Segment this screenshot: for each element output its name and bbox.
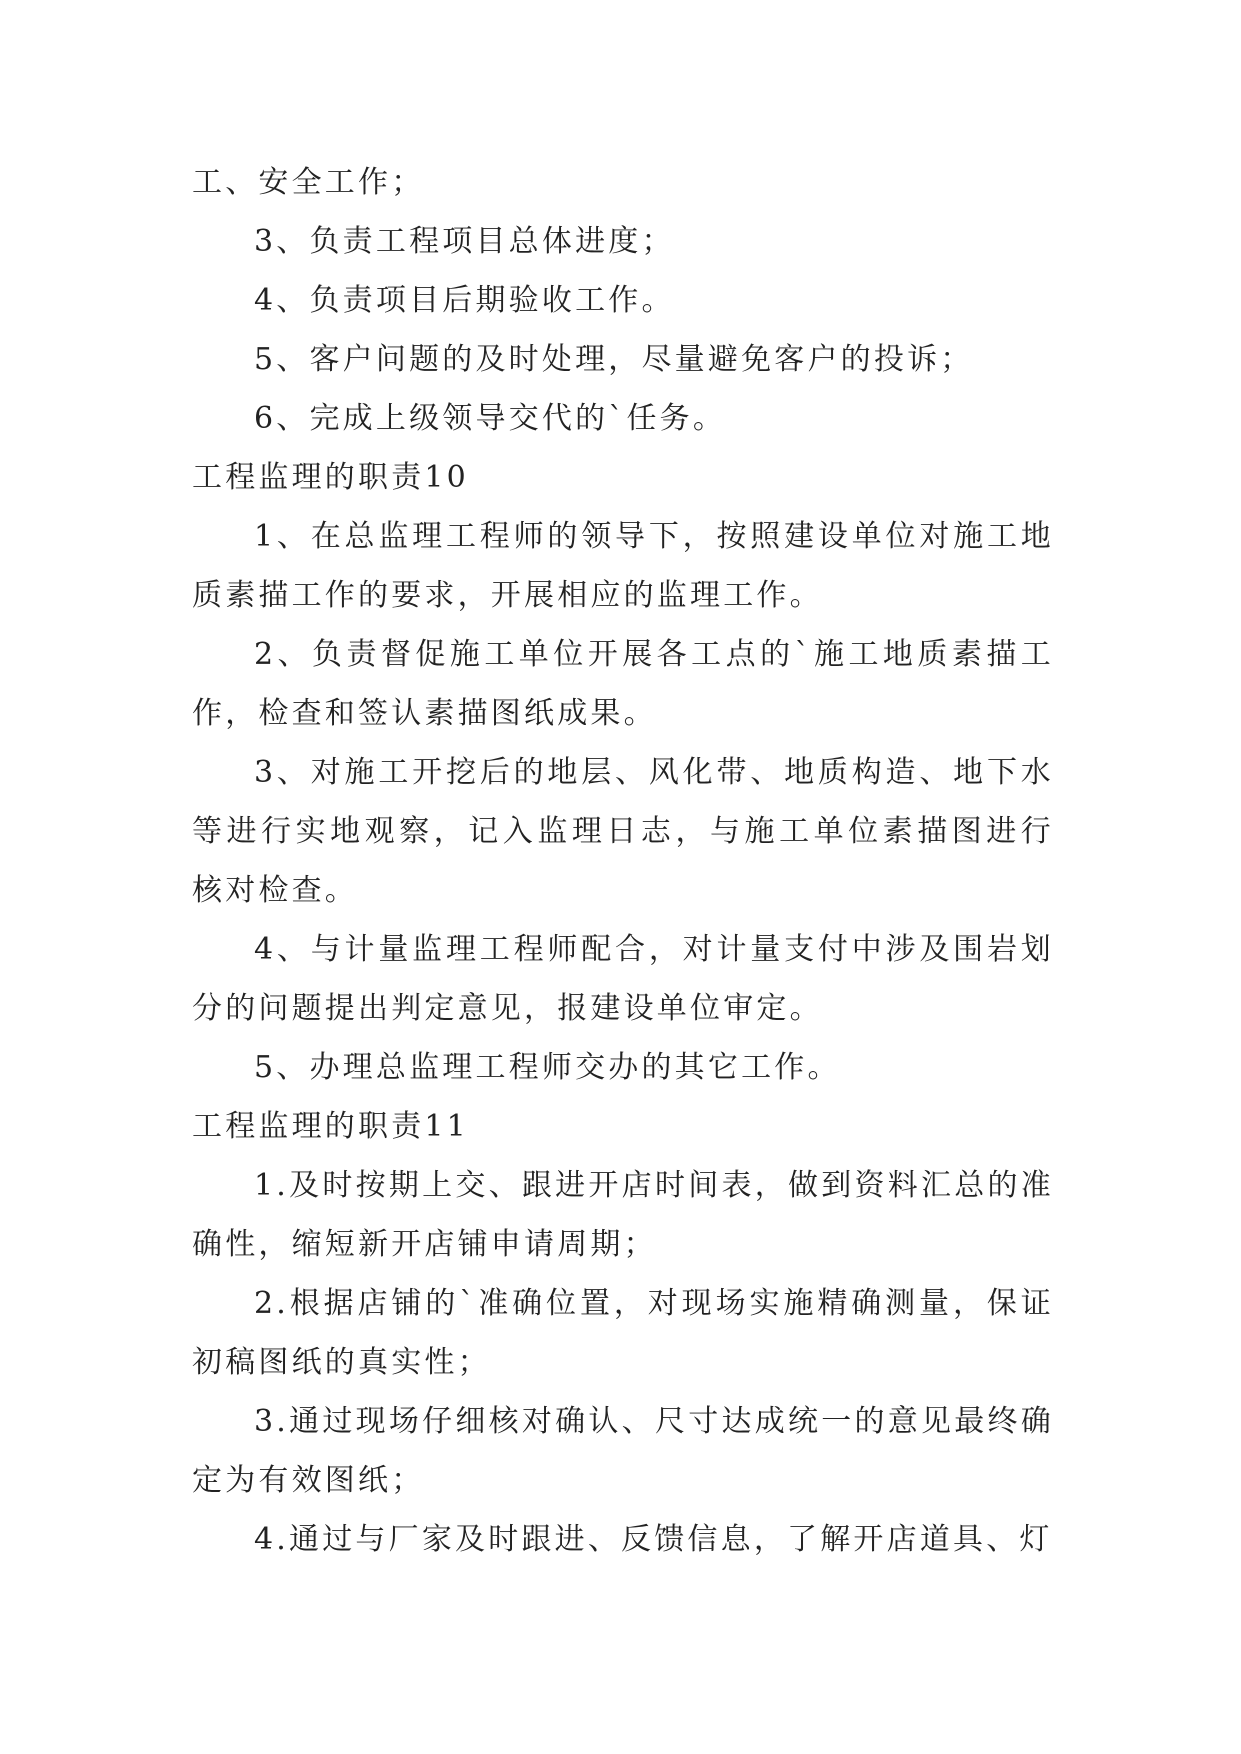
section-heading: 工程监理的职责10: [192, 460, 469, 495]
document-body: [192, 153, 1054, 1569]
paragraph-text: 3、负责工程项目总体进度；: [254, 224, 675, 259]
paragraph-text: 3、对施工开挖后的地层、风化带、地质构造、地下水等进行实地观察，记入监理日志，与施工单位素描图进行核对检查。: [192, 755, 1054, 908]
paragraph-text: 工、安全工作；: [192, 165, 425, 200]
paragraph-text: 6、完成上级领导交代的`任务。: [254, 401, 727, 436]
paragraph-text: 5、客户问题的及时处理，尽量避免客户的投诉；: [254, 342, 974, 377]
paragraph-text: 2、负责督促施工单位开展各工点的`施工地质素描工作，检查和签认素描图纸成果。: [192, 637, 1054, 731]
paragraph-text: 1、在总监理工程师的领导下，按照建设单位对施工地质素描工作的要求，开展相应的监理工作。: [192, 519, 1054, 613]
paragraph-text: 1.及时按期上交、跟进开店时间表，做到资料汇总的准确性，缩短新开店铺申请周期；: [192, 1168, 1054, 1262]
paragraph-text: 4、与计量监理工程师配合，对计量支付中涉及围岩划分的问题提出判定意见，报建设单位审定。: [192, 932, 1054, 1026]
paragraph-text: 5、办理总监理工程师交办的其它工作。: [254, 1050, 841, 1085]
paragraph-text: 2.根据店铺的`准确位置，对现场实施精确测量，保证初稿图纸的真实性；: [192, 1286, 1054, 1380]
paragraph-text: 4.通过与厂家及时跟进、反馈信息，了解开店道具、灯: [254, 1522, 1053, 1557]
paragraph-text: 4、负责项目后期验收工作。: [254, 283, 675, 318]
section-heading: 工程监理的职责11: [192, 1109, 469, 1144]
paragraph-text: 3.通过现场仔细核对确认、尺寸达成统一的意见最终确定为有效图纸；: [192, 1404, 1054, 1498]
